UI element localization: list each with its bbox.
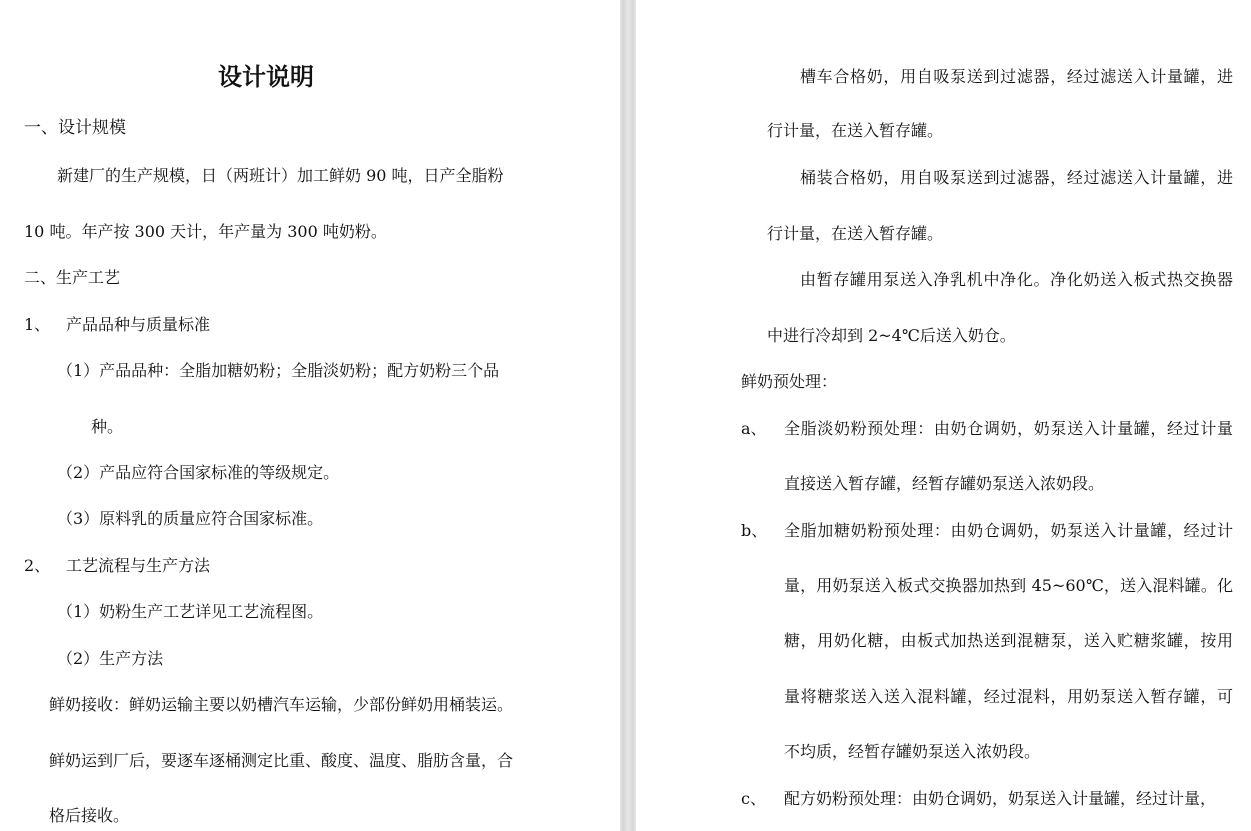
- list-label: c、: [741, 789, 766, 808]
- document-title: 设计说明: [218, 63, 314, 91]
- paragraph-line: 行计量，在送入暂存罐。: [767, 224, 944, 243]
- list-subitem: （1）奶粉生产工艺详见工艺流程图。: [57, 602, 324, 621]
- paragraph-line: 行计量，在送入暂存罐。: [767, 121, 944, 140]
- section-heading-process: 二、生产工艺: [24, 268, 121, 287]
- list-item-heading: 工艺流程与生产方法: [66, 556, 211, 575]
- paragraph-line: 新建厂的生产规模，日（两班计）加工鲜奶 90 吨，日产全脂粉: [57, 166, 504, 185]
- paragraph-line: 量，用奶泵送入板式交换器加热到 45~60℃，送入混料罐。化: [784, 576, 1233, 595]
- document-page-right: [636, 0, 1251, 831]
- paragraph-line: 10 吨。年产按 300 天计，年产量为 300 吨奶粉。: [24, 222, 387, 241]
- paragraph-line: 中进行冷却到 2~4℃后送入奶仓。: [767, 326, 1016, 345]
- paragraph-line: 桶装合格奶，用自吸泵送到过滤器，经过滤送入计量罐，进: [800, 168, 1233, 187]
- page-divider: [620, 0, 636, 831]
- paragraph-line: 不均质，经暂存罐奶泵送入浓奶段。: [784, 742, 1041, 761]
- list-label: a、: [741, 419, 767, 438]
- paragraph-line: 配方奶粉预处理：由奶仓调奶，奶泵送入计量罐，经过计量，: [784, 789, 1217, 808]
- paragraph-line: 直接送入暂存罐，经暂存罐奶泵送入浓奶段。: [784, 474, 1105, 493]
- list-subitem: （1）产品品种：全脂加糖奶粉；全脂淡奶粉；配方奶粉三个品: [57, 361, 500, 380]
- section-heading-pretreatment: 鲜奶预处理：: [741, 372, 838, 391]
- document-page-left: [0, 0, 620, 831]
- list-subitem-continuation: 种。: [91, 417, 124, 436]
- list-subitem: （3）原料乳的质量应符合国家标准。: [57, 509, 324, 528]
- section-heading-scale: 一、设计规模: [24, 118, 126, 138]
- paragraph-line: 槽车合格奶，用自吸泵送到过滤器，经过滤送入计量罐，进: [800, 67, 1233, 86]
- list-item-heading: 产品品种与质量标准: [66, 315, 211, 334]
- paragraph-line: 鲜奶接收：鲜奶运输主要以奶槽汽车运输，少部份鲜奶用桶装运。: [49, 695, 514, 714]
- paragraph-line: 格后接收。: [49, 806, 130, 825]
- list-subitem: （2）生产方法: [57, 649, 164, 668]
- list-subitem: （2）产品应符合国家标准的等级规定。: [57, 463, 340, 482]
- paragraph-line: 量将糖浆送入送入混料罐，经过混料，用奶泵送入暂存罐，可: [784, 687, 1233, 706]
- paragraph-line: 由暂存罐用泵送入净乳机中净化。净化奶送入板式热交换器: [800, 270, 1233, 289]
- paragraph-line: 糖，用奶化糖，由板式加热送到混糖泵，送入贮糖浆罐，按用: [784, 631, 1233, 650]
- paragraph-line: 鲜奶运到厂后，要逐车逐桶测定比重、酸度、温度、脂肪含量，合: [49, 751, 514, 770]
- list-number: 1、: [24, 315, 51, 334]
- list-label: b、: [741, 521, 768, 540]
- list-number: 2、: [24, 556, 51, 575]
- paragraph-line: 全脂加糖奶粉预处理：由奶仓调奶，奶泵送入计量罐，经过计: [784, 521, 1233, 540]
- paragraph-line: 全脂淡奶粉预处理：由奶仓调奶，奶泵送入计量罐，经过计量: [784, 419, 1233, 438]
